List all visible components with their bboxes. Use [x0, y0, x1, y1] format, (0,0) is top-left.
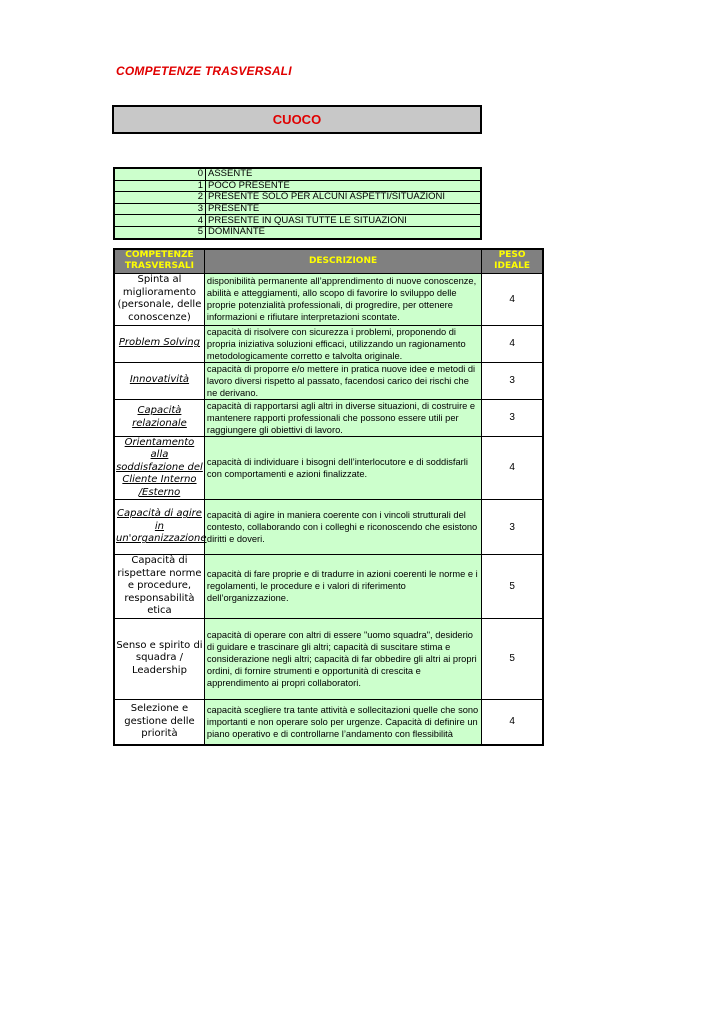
competence-name-text: Capacità di rispettare norme e procedure, responsabilità etica	[117, 555, 202, 616]
ideal-weight: 4	[482, 436, 543, 500]
rating-legend	[113, 167, 482, 240]
competence-description: capacità di individuare i bisogni dell’interlocutore e di soddisfarli con comportamenti e azioni finalizzate.	[204, 436, 481, 500]
document-title: COMPETENZE TRASVERSALI	[116, 64, 292, 78]
competence-name-text: Capacità di agire in un'organizzazione	[116, 508, 207, 545]
header-description: DESCRIZIONE	[204, 249, 481, 273]
table-row	[114, 500, 543, 555]
legend-row	[114, 168, 481, 180]
ideal-weight: 3	[482, 500, 543, 555]
competence-description: disponibilità permanente all’apprendimento di nuove conoscenze, abilità e atteggiamenti, allo scopo di favorire lo sviluppo delle proprie potenzialità professionali, di progredire, per ottenere informazioni e rifiutare interpretazioni scontate.	[204, 273, 481, 325]
legend-level: 1	[114, 180, 206, 192]
competence-name-text: Senso e spirito di squadra / Leadership	[116, 639, 203, 676]
ideal-weight: 4	[482, 325, 543, 362]
header-competence: COMPETENZE TRASVERSALI	[114, 249, 204, 273]
legend-label: PRESENTE SOLO PER ALCUNI ASPETTI/SITUAZIONI	[206, 192, 482, 204]
competence-name-text: Innovatività	[129, 374, 190, 386]
ideal-weight: 5	[482, 618, 543, 699]
competence-name	[114, 500, 207, 555]
competence-name	[114, 618, 204, 699]
table-row	[114, 699, 543, 745]
legend-label: PRESENTE IN QUASI TUTTE LE SITUAZIONI	[206, 215, 482, 227]
legend-label: PRESENTE	[206, 203, 482, 215]
table-row	[114, 399, 543, 436]
ideal-weight: 4	[482, 699, 543, 745]
competence-name-text: Selezione e gestione delle priorità	[124, 703, 195, 739]
legend-row	[114, 180, 481, 192]
table-row	[114, 436, 543, 500]
legend-label: POCO PRESENTE	[206, 180, 482, 192]
competence-description: capacità scegliere tra tante attività e sollecitazioni quelle che sono importanti e non operare solo per urgenze. Capacità di definire un piano operativo e di controllarne l’andamento con flessibilità	[204, 699, 481, 745]
table-row	[114, 362, 543, 399]
legend-row	[114, 226, 481, 238]
competence-description: capacità di proporre e/o mettere in pratica nuove idee e metodi di lavoro diversi rispetto al passato, facendosi carico dei rischi che ne derivano.	[204, 362, 481, 399]
table-row	[114, 325, 543, 362]
header-weight: PESO IDEALE	[482, 249, 543, 273]
competence-description: capacità di agire in maniera coerente con i vincoli strutturali del contesto, collaborando con i colleghi e riconoscendo che esistono diritti e doveri.	[204, 500, 481, 555]
competence-name-text: Spinta al miglioramento (personale, delle conoscenze)	[117, 274, 202, 323]
ideal-weight: 3	[482, 362, 543, 399]
competence-description: capacità di rapportarsi agli altri in diverse situazioni, di costruire e mantenere rapporti professionali che possono essere utili per raggiungere gli obiettivi di lavoro.	[204, 399, 481, 436]
competence-name-text: Capacità relazionale	[132, 405, 187, 429]
competence-table	[113, 248, 544, 746]
ideal-weight: 4	[482, 273, 543, 325]
competence-description: capacità di operare con altri di essere "uomo squadra", desiderio di guidare e trascinare gli altri; capacità di suscitare stima e considerazione negli altri; capacità di far obbedire gli altri ai propri ordini, di fornire strumenti e opportunità di crescita e apprendimento ai propri collaboratori.	[204, 618, 481, 699]
legend-level: 4	[114, 215, 206, 227]
competence-name	[114, 325, 204, 362]
legend-level: 5	[114, 226, 206, 238]
ideal-weight: 3	[482, 399, 543, 436]
role-title: CUOCO	[272, 112, 322, 127]
competence-name-text: Problem Solving	[118, 337, 200, 349]
competence-description: capacità di fare proprie e di tradurre in azioni coerenti le norme e i regolamenti, le procedure e i valori di riferimento dell’organizzazione.	[204, 555, 481, 619]
legend-level: 2	[114, 192, 206, 204]
competence-name	[114, 273, 204, 325]
legend-row	[114, 215, 481, 227]
competence-name-text: Orientamento alla soddisfazione del Cliente Interno /Esterno	[116, 436, 203, 498]
competence-name	[114, 699, 204, 745]
competence-name	[114, 436, 204, 500]
legend-level: 0	[114, 168, 206, 180]
legend-level: 3	[114, 203, 206, 215]
competence-name	[114, 399, 204, 436]
legend-label: DOMINANTE	[206, 226, 482, 238]
legend-row	[114, 203, 481, 215]
ideal-weight: 5	[482, 555, 543, 619]
table-row	[114, 273, 543, 325]
table-row	[114, 618, 543, 699]
role-title-box	[112, 105, 482, 134]
table-row	[114, 555, 543, 619]
legend-row	[114, 192, 481, 204]
legend-label: ASSENTE	[206, 168, 482, 180]
competence-name	[114, 555, 204, 619]
competence-name	[114, 362, 204, 399]
competence-description: capacità di risolvere con sicurezza i problemi, proponendo di propria iniziativa soluzioni efficaci, utilizzando un ragionamento metodologicamente corretto e talvolta originale.	[204, 325, 481, 362]
